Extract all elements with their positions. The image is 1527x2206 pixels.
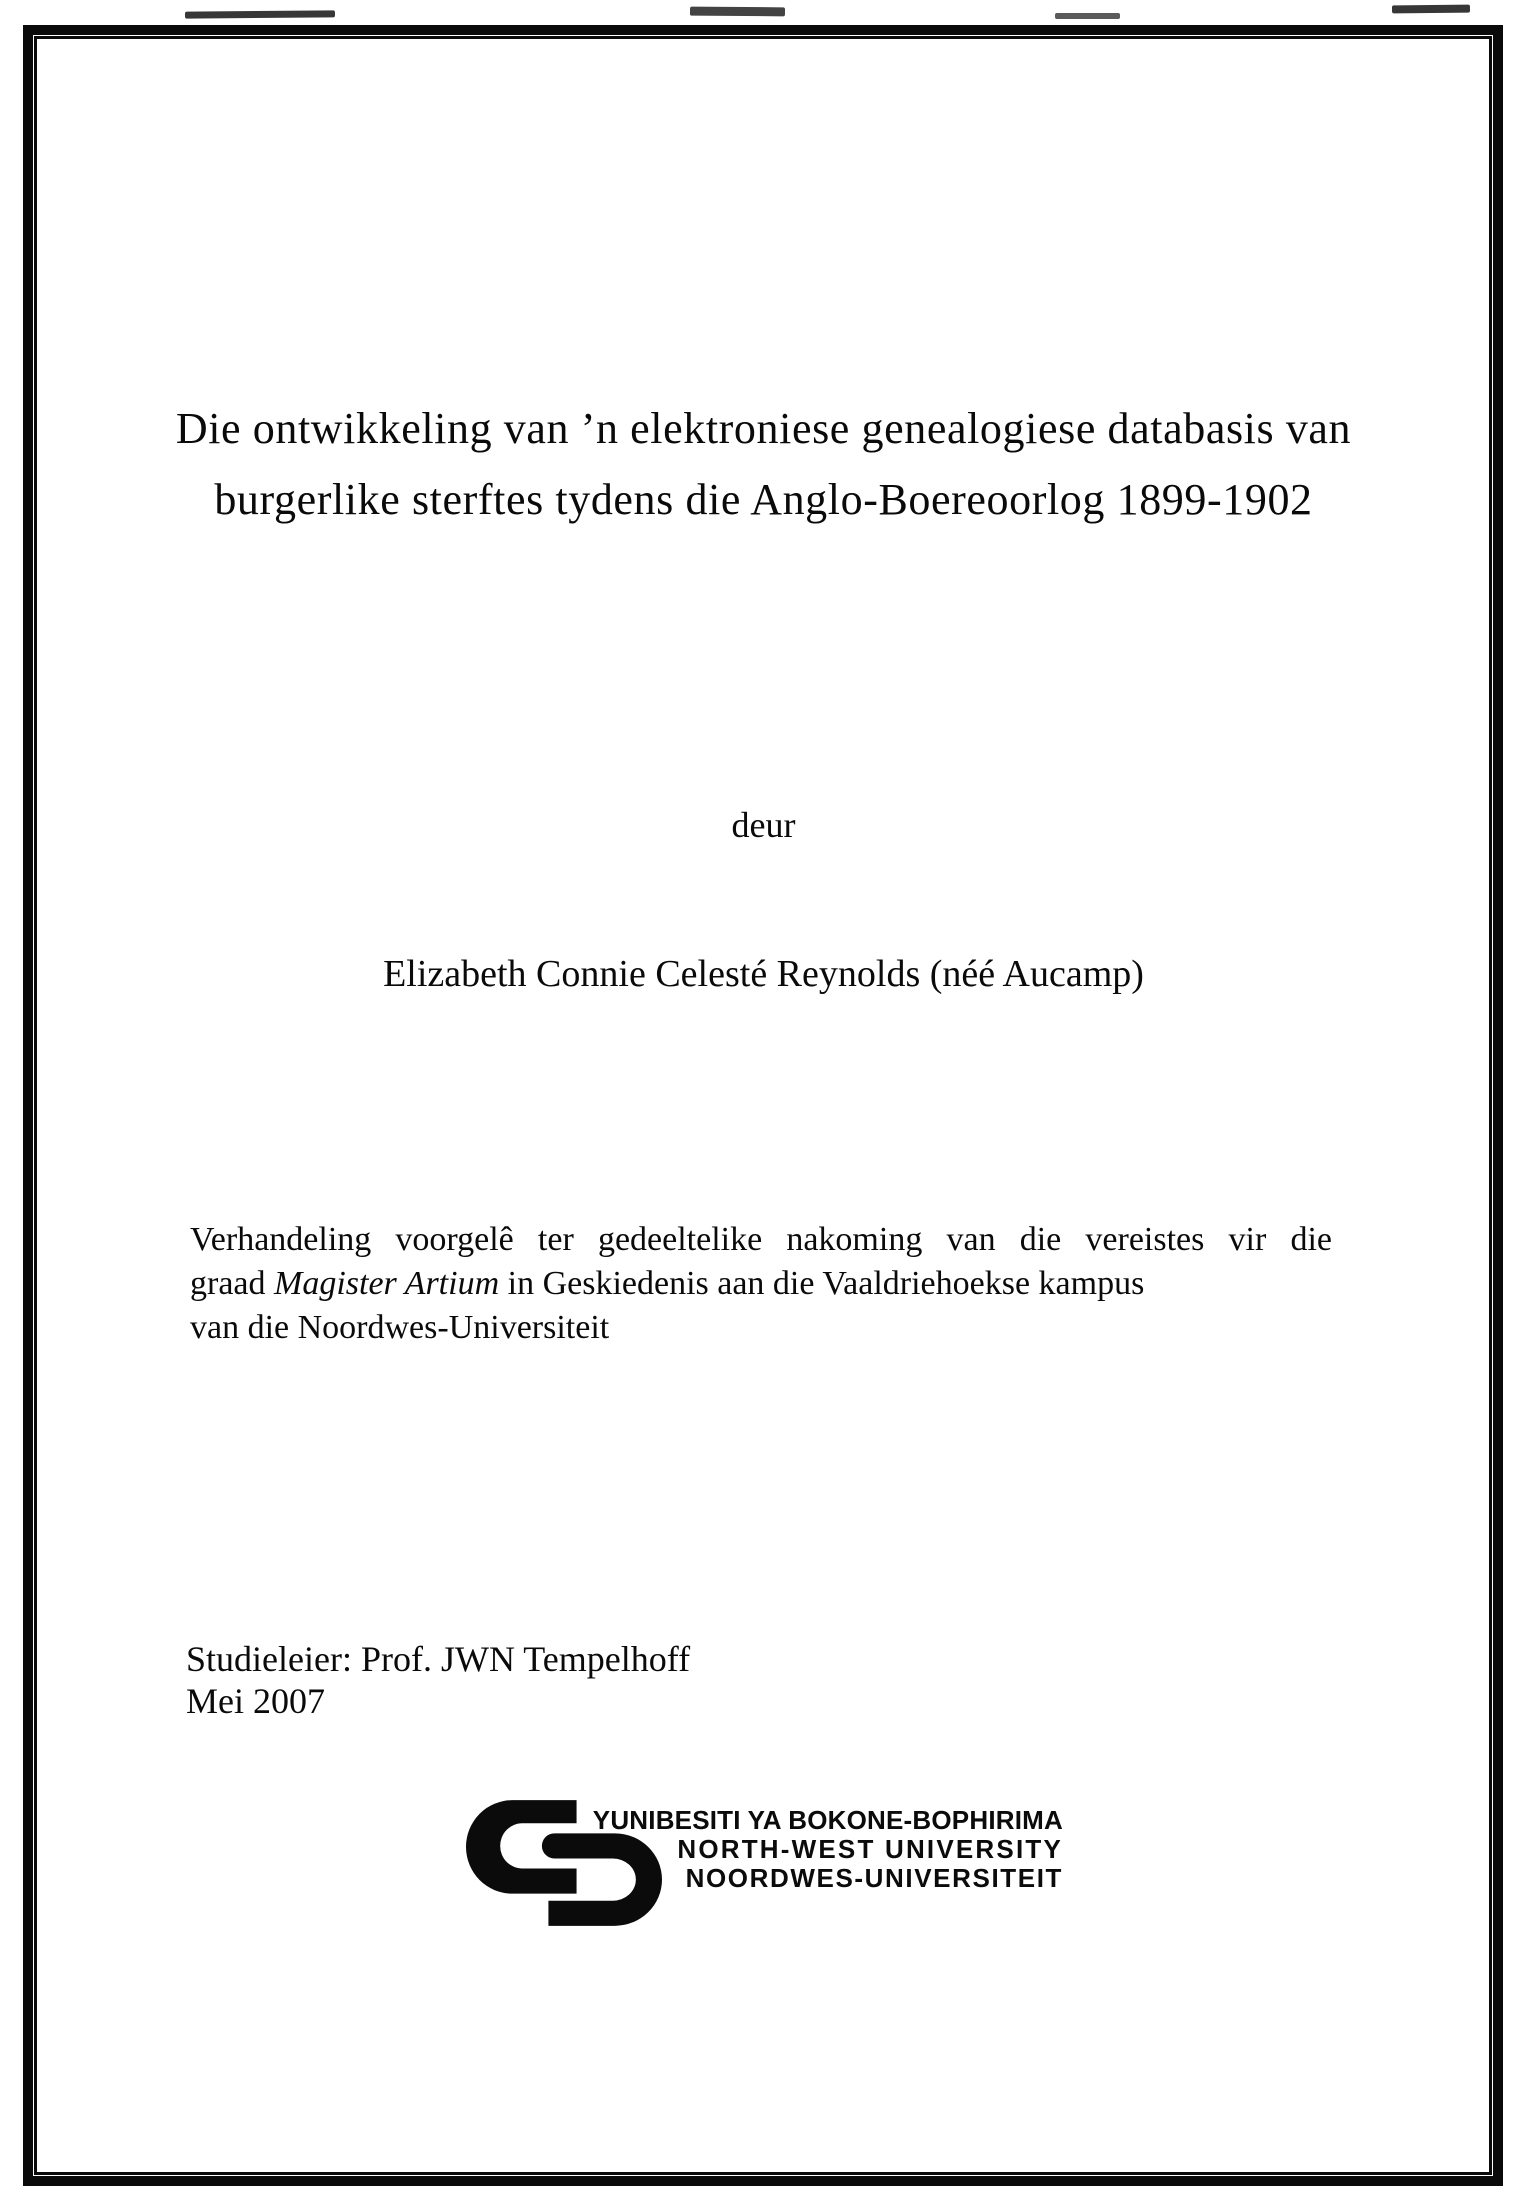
degree-statement-line2 <box>190 1262 1332 1306</box>
author-name: Elizabeth Connie Celesté Reynolds (néé Aucamp) <box>383 953 1144 995</box>
degree-statement-line3: van die Noordwes-Universiteit <box>190 1309 610 1346</box>
degree-statement-line1: Verhandeling voorgelê ter gedeeltelike nakoming van die vereistes vir die <box>190 1221 1332 1258</box>
degree-statement-line2-suffix: in Geskiedenis aan die Vaaldriehoekse kampus <box>499 1265 1145 1302</box>
byline-label: deur <box>731 805 796 845</box>
logo-line-setswana: YUNIBESITI YA BOKONE-BOPHIRIMA <box>592 1805 1063 1835</box>
scan-artifact <box>1392 5 1470 14</box>
degree-statement-line2-prefix: graad <box>190 1265 275 1302</box>
degree-name-italic: Magister Artium <box>274 1265 500 1302</box>
scan-artifact <box>185 10 335 18</box>
scan-artifact <box>690 7 785 17</box>
thesis-title-line2: burgerlike sterftes tydens die Anglo-Boereoorlog 1899-1902 <box>214 475 1313 524</box>
scan-artifact <box>1055 13 1120 19</box>
date-line: Mei 2007 <box>186 1681 325 1721</box>
logo-line-afrikaans: NOORDWES-UNIVERSITEIT <box>685 1863 1063 1893</box>
supervisor-block <box>186 1638 1086 1722</box>
university-logo-text <box>593 1806 1063 1893</box>
supervisor-line: Studieleier: Prof. JWN Tempelhoff <box>186 1639 691 1679</box>
university-logo <box>466 1798 1063 1930</box>
thesis-title-line1: Die ontwikkeling van ’n elektroniese genealogiese databasis van <box>175 404 1352 453</box>
degree-statement <box>190 1218 1332 1350</box>
thesis-title <box>0 393 1527 535</box>
logo-line-english: NORTH-WEST UNIVERSITY <box>677 1834 1063 1864</box>
